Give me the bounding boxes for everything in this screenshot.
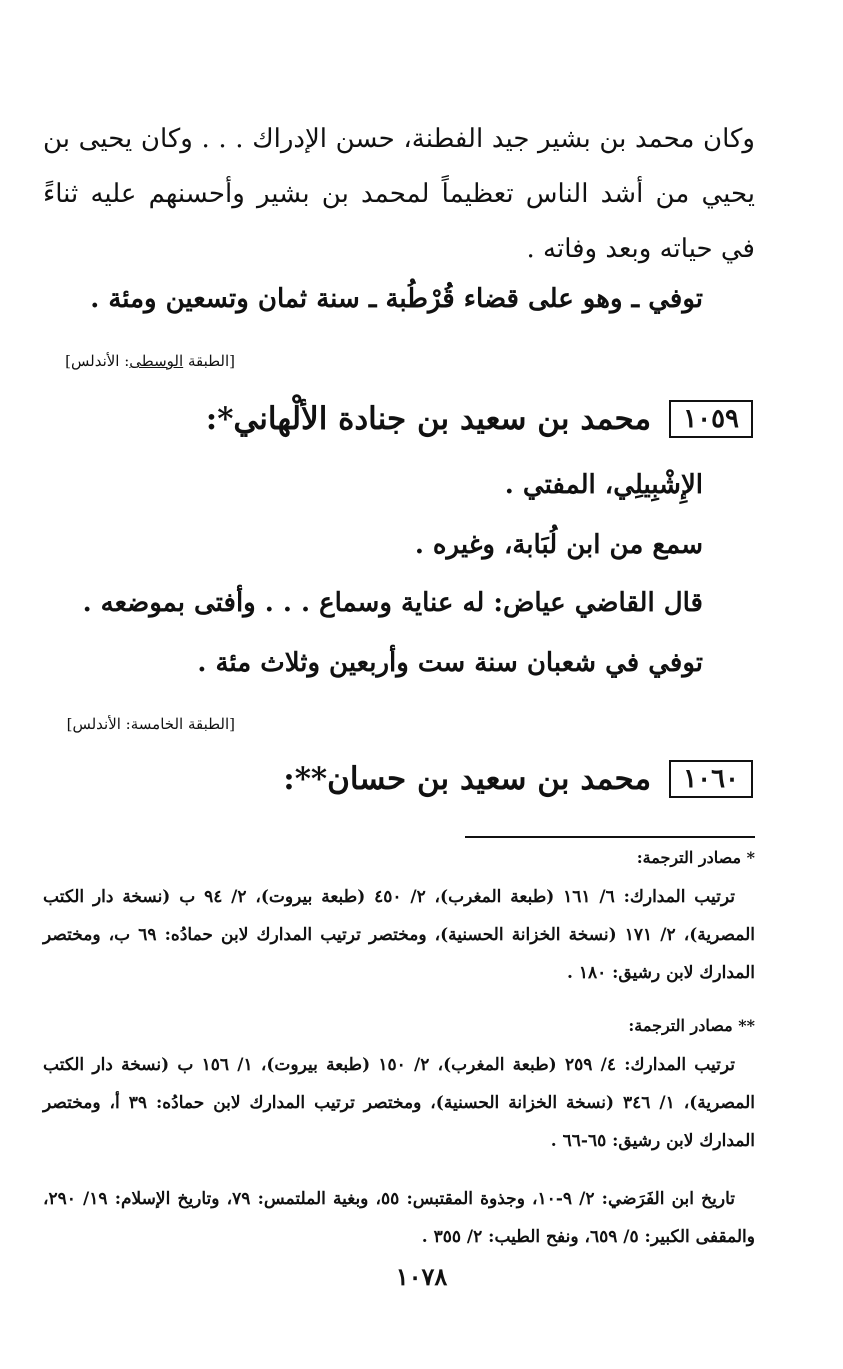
footnote-2-text: ترتيب المدارك: ٤/ ٢٥٩ (طبعة المغرب)، ٢/ ١٥٠ (طبعة بيروت)، ١/ ١٥٦ ب (نسخة دار الكتب المصرية)، ١/ ٣٤٦ (نسخة الخزانة الحسنية)، ومختصر ترتيب المدارك لابن حمادُه: ٣٩ أ، ومختصر المدارك لابن رشيق: ٦٥-٦٦ . [43, 1055, 756, 1151]
footnote-1-heading: * مصادر الترجمة: [636, 848, 755, 867]
death-line-1: توفي ـ وهو على قضاء قُرْطُبة ـ سنة ثمان وتسعين ومئة . [90, 284, 703, 314]
entry-1059-nisba: الإِشْبِيلِي، المفتي . [504, 470, 703, 500]
tabaqa-label-khamisa: [الطبقة الخامسة: الأندلس] [66, 715, 235, 733]
footnote-separator [465, 836, 755, 838]
page-number: ١٠٧٨ [395, 1262, 448, 1291]
entry-name: محمد بن سعيد بن حسان**: [283, 761, 652, 797]
paragraph-bin-bashir: وكان محمد بن بشير جيد الفطنة، حسن الإدراك . . . وكان يحيى بن يحيي من أشد الناس تعظيماً لمحمد بن بشير وأحسنهم عليه ثناءً في حياته وبعد وفاته . [43, 124, 755, 264]
tabaqa-open: [الطبقة [183, 352, 235, 370]
entry-1059-heading [206, 400, 753, 438]
entry-number-box: ١٠٦٠ [669, 760, 753, 798]
entry-1059-death: توفي في شعبان سنة ست وأربعين وثلاث مئة . [197, 648, 703, 678]
footnote-2-heading: ** مصادر الترجمة: [628, 1016, 755, 1035]
entry-1059-heard: سمع من ابن لُبَابة، وغيره . [414, 530, 703, 560]
entry-name: محمد بن سعيد بن جنادة الألْهاني*: [205, 401, 652, 437]
tabaqa-label-wusta [65, 352, 235, 370]
tabaqa-rest: : الأندلس] [65, 352, 130, 370]
entry-number-box: ١٠٥٩ [669, 400, 753, 438]
footnote-2-text-continued: تاريخ ابن الفَرَضي: ٢/ ٩-١٠، وجذوة المقتبس: ٥٥، وبغية الملتمس: ٧٩، وتاريخ الإسلام: ١٩/ ٢٩٠، والمقفى الكبير: ٥/ ٦٥٩، ونفح الطيب: ٢/ ٣٥٥ . [43, 1189, 755, 1247]
entry-1059-qadi: قال القاضي عياض: له عناية وسماع . . . وأفتى بموضعه . [82, 588, 703, 618]
entry-1060-heading [283, 760, 753, 798]
footnote-1-text: ترتيب المدارك: ٦/ ١٦١ (طبعة المغرب)، ٢/ ٤٥٠ (طبعة بيروت)، ٢/ ٩٤ ب (نسخة دار الكتب المصرية)، ٢/ ١٧١ (نسخة الخزانة الحسنية)، ومختصر ترتيب المدارك لابن حمادُه: ٦٩ ب، ومختصر المدارك لابن رشيق: ١٨٠ . [43, 887, 755, 983]
tabaqa-underlined: الوسطى [129, 352, 184, 370]
